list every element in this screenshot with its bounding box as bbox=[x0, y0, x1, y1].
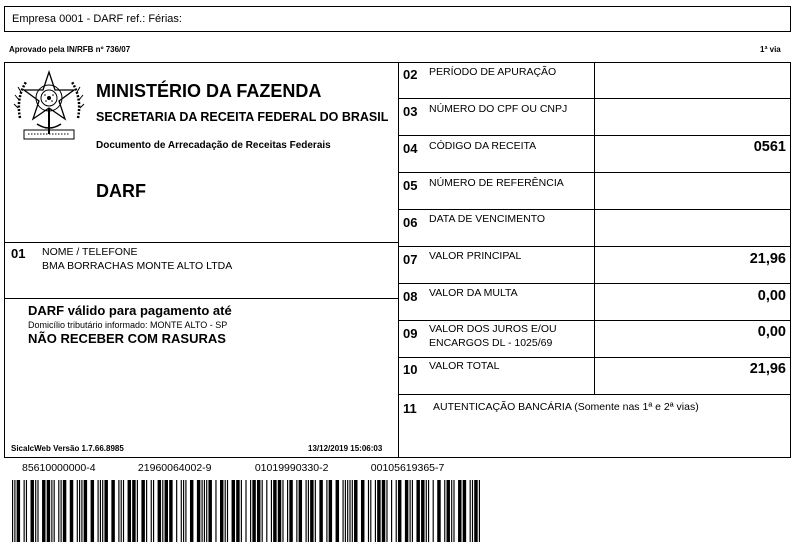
field-11-label: AUTENTICAÇÃO BANCÁRIA (Somente nas 1ª e 2ª vias) bbox=[433, 401, 699, 413]
barcode-bar bbox=[405, 480, 408, 542]
barcode-bar bbox=[329, 480, 332, 542]
header-title: Empresa 0001 - DARF ref.: Férias: bbox=[12, 13, 182, 25]
barcode-bar bbox=[232, 480, 235, 542]
barcode-bar bbox=[137, 480, 138, 542]
barcode-bar bbox=[326, 480, 327, 542]
barcode-bar bbox=[37, 480, 38, 542]
barcode-bar bbox=[410, 480, 411, 542]
field-05-number: 05 bbox=[403, 178, 418, 193]
field-06-label: DATA DE VENCIMENTO bbox=[429, 213, 546, 225]
barcode-bar bbox=[84, 480, 87, 542]
ministry-name: MINISTÉRIO DA FAZENDA bbox=[96, 81, 322, 101]
barcode-bar bbox=[278, 480, 281, 542]
field-01-number: 01 bbox=[11, 246, 26, 261]
barcode-bar bbox=[141, 480, 144, 542]
barcode-bar bbox=[319, 480, 322, 542]
barcode-bar bbox=[421, 480, 424, 542]
barcode-bar bbox=[70, 480, 73, 542]
field-03-label: NÚMERO DO CPF OU CNPJ bbox=[429, 103, 568, 115]
barcode-bar bbox=[257, 480, 260, 542]
barcode-bar bbox=[386, 480, 387, 542]
barcode-bar bbox=[474, 480, 477, 542]
barcode-bar bbox=[14, 480, 15, 542]
barcode-bar bbox=[132, 480, 135, 542]
barcode-bar bbox=[197, 480, 200, 542]
field-10-label: VALOR TOTAL bbox=[429, 360, 500, 372]
software-version: SicalcWeb Versão 1.7.66.8985 bbox=[11, 444, 124, 453]
barcode-bar bbox=[77, 480, 78, 542]
barcode-bar bbox=[236, 480, 239, 542]
field-08-label: VALOR DA MULTA bbox=[429, 287, 518, 299]
barcode-bar bbox=[299, 480, 302, 542]
barcode-bar bbox=[169, 480, 172, 542]
barcode-bar bbox=[181, 480, 182, 542]
field-10-value: 21,96 bbox=[749, 361, 786, 377]
barcode-bar bbox=[428, 480, 429, 542]
barcode-group-3: 01019990330-2 bbox=[254, 462, 329, 474]
barcode-bar bbox=[296, 480, 297, 542]
field-09-label: VALOR DOS JUROS E/OU bbox=[429, 323, 557, 335]
barcode-bar bbox=[204, 480, 205, 542]
barcode-bar bbox=[453, 480, 454, 542]
barcode-bar bbox=[206, 480, 207, 542]
barcode-bar bbox=[382, 480, 385, 542]
barcode-bar bbox=[176, 480, 177, 542]
barcode-bar bbox=[162, 480, 163, 542]
barcode-bar bbox=[308, 480, 309, 542]
barcode-bar bbox=[446, 480, 449, 542]
field-02-number: 02 bbox=[403, 67, 418, 82]
barcode-bar bbox=[250, 480, 251, 542]
barcode-bar bbox=[262, 480, 263, 542]
barcode-bar bbox=[63, 480, 66, 542]
barcode-bar bbox=[51, 480, 52, 542]
barcode-bar bbox=[30, 480, 33, 542]
barcode-bar bbox=[54, 480, 55, 542]
barcode-bar bbox=[24, 480, 25, 542]
barcode-bar bbox=[412, 480, 413, 542]
barcode-bar bbox=[472, 480, 473, 542]
barcode-bar bbox=[342, 480, 343, 542]
barcode-bar bbox=[266, 480, 267, 542]
barcode-bar bbox=[352, 480, 353, 542]
barcode-bar bbox=[81, 480, 82, 542]
domicile-text: Domicílio tributário informado: MONTE ALTO - SP bbox=[28, 320, 228, 330]
barcode-bar bbox=[370, 480, 371, 542]
barcode-bar bbox=[479, 480, 480, 542]
barcode-bar bbox=[121, 480, 122, 542]
barcode-bar bbox=[146, 480, 147, 542]
field-02-label: PERÍODO DE APURAÇÃO bbox=[429, 66, 557, 78]
field-04-number: 04 bbox=[403, 141, 418, 156]
darf-label: DARF bbox=[96, 181, 146, 201]
field-11-number: 11 bbox=[403, 401, 417, 416]
field-08-number: 08 bbox=[403, 289, 418, 304]
coat-of-arms-icon bbox=[10, 68, 88, 144]
barcode-group-1: 85610000000-4 bbox=[22, 462, 96, 474]
approval-text: Aprovado pela IN/RFB nº 736/07 bbox=[9, 45, 131, 54]
barcode-bar bbox=[202, 480, 203, 542]
barcode-bar bbox=[361, 480, 364, 542]
barcode-bar bbox=[437, 480, 440, 542]
barcode-bar bbox=[451, 480, 452, 542]
barcode-bar bbox=[79, 480, 80, 542]
barcode-bar bbox=[151, 480, 152, 542]
barcode-bar bbox=[98, 480, 99, 542]
barcode-bar bbox=[252, 480, 255, 542]
barcode bbox=[12, 480, 482, 542]
field-06-number: 06 bbox=[403, 215, 418, 230]
document-title: Documento de Arrecadação de Receitas Federais bbox=[96, 140, 331, 151]
barcode-bar bbox=[215, 480, 216, 542]
field-07-number: 07 bbox=[403, 252, 418, 267]
barcode-digits bbox=[22, 462, 444, 474]
barcode-bar bbox=[26, 480, 27, 542]
field-09-value: 0,00 bbox=[757, 324, 786, 340]
barcode-bar bbox=[61, 480, 62, 542]
barcode-bar bbox=[349, 480, 350, 542]
barcode-bar bbox=[398, 480, 401, 542]
barcode-bar bbox=[273, 480, 276, 542]
barcode-bar bbox=[354, 480, 357, 542]
barcode-bar bbox=[463, 480, 466, 542]
barcode-bar bbox=[315, 480, 316, 542]
barcode-bar bbox=[128, 480, 131, 542]
barcode-group-2: 21960064002-9 bbox=[137, 462, 212, 474]
barcode-bar bbox=[241, 480, 242, 542]
no-erasure-warning: NÃO RECEBER COM RASURAS bbox=[28, 331, 226, 346]
field-07-value: 21,96 bbox=[749, 251, 786, 267]
barcode-bar bbox=[347, 480, 348, 542]
barcode-bar bbox=[17, 480, 20, 542]
field-05-label: NÚMERO DE REFERÊNCIA bbox=[429, 177, 564, 189]
field-10-number: 10 bbox=[403, 362, 418, 377]
barcode-bar bbox=[377, 480, 380, 542]
barcode-bar bbox=[158, 480, 161, 542]
barcode-bar bbox=[102, 480, 103, 542]
copy-label: 1ª via bbox=[760, 45, 781, 54]
field-01-label: NOME / TELEFONE bbox=[42, 246, 138, 258]
barcode-bar bbox=[227, 480, 228, 542]
barcode-bar bbox=[104, 480, 107, 542]
validity-title: DARF válido para pagamento até bbox=[28, 303, 232, 318]
barcode-bar bbox=[426, 480, 427, 542]
barcode-bar bbox=[185, 480, 186, 542]
field-03-number: 03 bbox=[403, 104, 418, 119]
field-09-label-line2: ENCARGOS DL - 1025/69 bbox=[429, 337, 553, 349]
barcode-bar bbox=[100, 480, 101, 542]
barcode-bar bbox=[458, 480, 461, 542]
barcode-bar bbox=[271, 480, 272, 542]
barcode-bar bbox=[444, 480, 445, 542]
field-04-label: CÓDIGO DA RECEITA bbox=[429, 140, 537, 152]
barcode-bar bbox=[190, 480, 193, 542]
barcode-bar bbox=[470, 480, 471, 542]
barcode-bar bbox=[111, 480, 114, 542]
barcode-bar bbox=[287, 480, 288, 542]
barcode-bar bbox=[12, 480, 13, 542]
barcode-bar bbox=[396, 480, 397, 542]
barcode-bar bbox=[282, 480, 283, 542]
barcode-bar bbox=[433, 480, 434, 542]
field-07-label: VALOR PRINCIPAL bbox=[429, 250, 522, 262]
generation-timestamp: 13/12/2019 15:06:03 bbox=[308, 444, 383, 453]
field-01-value: BMA BORRACHAS MONTE ALTO LTDA bbox=[42, 260, 233, 272]
barcode-bar bbox=[123, 480, 124, 542]
barcode-bar bbox=[368, 480, 369, 542]
barcode-bar bbox=[47, 480, 50, 542]
field-09-number: 09 bbox=[403, 326, 418, 341]
barcode-bar bbox=[183, 480, 184, 542]
barcode-bar bbox=[289, 480, 292, 542]
barcode-bar bbox=[91, 480, 94, 542]
barcode-bar bbox=[153, 480, 154, 542]
barcode-bar bbox=[375, 480, 376, 542]
barcode-bar bbox=[220, 480, 223, 542]
barcode-bar bbox=[391, 480, 392, 542]
barcode-bar bbox=[208, 480, 211, 542]
barcode-bar bbox=[416, 480, 419, 542]
secretariat-name: SECRETARIA DA RECEITA FEDERAL DO BRASIL bbox=[96, 110, 389, 124]
barcode-bar bbox=[345, 480, 346, 542]
barcode-bar bbox=[58, 480, 59, 542]
barcode-bar bbox=[310, 480, 313, 542]
barcode-bar bbox=[165, 480, 168, 542]
barcode-bar bbox=[225, 480, 226, 542]
barcode-bar bbox=[306, 480, 307, 542]
barcode-group-4: 00105619365-7 bbox=[370, 462, 445, 474]
barcode-bar bbox=[35, 480, 36, 542]
barcode-bar bbox=[42, 480, 45, 542]
barcode-bar bbox=[118, 480, 119, 542]
field-08-value: 0,00 bbox=[757, 288, 786, 304]
barcode-bar bbox=[245, 480, 246, 542]
field-04-value: 0561 bbox=[753, 139, 786, 155]
barcode-bar bbox=[336, 480, 339, 542]
